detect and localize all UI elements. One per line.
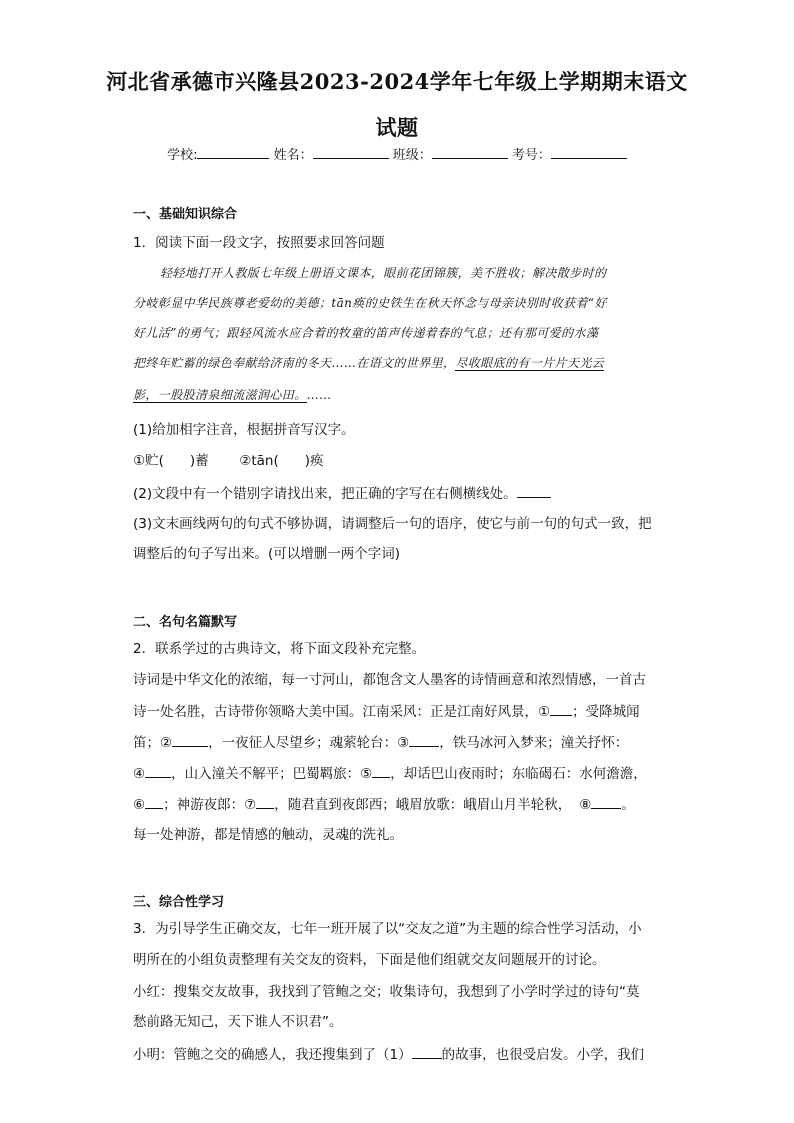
- passage-text: 把终年贮蓄的绿色奉献给济南的冬天……在语文的世界里，: [133, 356, 456, 370]
- class-label: 班级：: [392, 148, 432, 163]
- question-2-line-4: ④ ，山入潼关不解平；巴蜀羁旅：⑤ ，却话巴山夜雨时；东临碣石：水何澹澹，: [133, 766, 647, 782]
- question-2-line-6: 每一处神游，都是情感的触动，灵魂的洗礼。: [133, 827, 403, 843]
- question-2-line-3: 笛；② ，一夜征人尽望乡；魂萦轮台：③ ，铁马冰河入梦来；潼关抒怀：: [133, 735, 629, 751]
- item-a-start: ①贮(: [133, 453, 164, 469]
- underlined-sentence: 尽收眼底的有一片片天光云: [455, 356, 605, 370]
- question-2-line-2: 诗一处名胜，古诗带你领略大美中国。江南采风：正是江南好风景，① ；受降城闻: [133, 704, 640, 720]
- item-a-end: )蓄: [189, 453, 209, 469]
- passage-ellipsis: ……: [306, 388, 332, 402]
- name-label: 姓名：: [273, 148, 313, 163]
- xiaoming-line: 小明：管鲍之交的确感人，我还搜集到了（1） 的故事，也很受启发。小学，我们: [133, 1047, 645, 1063]
- passage-line-5: [133, 386, 331, 404]
- question-1-1: (1)给加相字注音，根据拼音写汉字。: [133, 422, 355, 438]
- xiaohong-line-1: 小红：搜集交友故事，我找到了管鲍之交；收集诗句，我想到了小学时学过的诗句“莫: [133, 984, 640, 1000]
- number-label: 考号：: [511, 148, 551, 163]
- question-2-line-5: ⑥ ；神游夜郎：⑦ ，随君直到夜郎西；峨眉放歌：峨眉山月半轮秋， ⑧ 。: [133, 797, 635, 813]
- answer-blank[interactable]: [517, 484, 551, 498]
- question-1-3-line-1: (3)文末画线两句的句式不够协调，请调整后一句的语序，使它与前一句的句式一致，把: [133, 516, 652, 532]
- answer-blank-8[interactable]: [591, 795, 621, 809]
- question-1-1-items: [133, 452, 324, 470]
- answer-blank-2[interactable]: [172, 733, 208, 747]
- question-2-stem: 2．联系学过的古典诗文，将下面文段补充完整。: [133, 641, 426, 657]
- school-field[interactable]: [197, 146, 269, 159]
- number-field[interactable]: [551, 146, 627, 159]
- passage-line-3: 好儿活”的勇气；跟轻风流水应合着的牧童的笛声传递着春的气息；还有那可爱的水藻: [133, 326, 599, 340]
- page-title: 河北省承德市兴隆县2023-2024学年七年级上学期期末语文: [106, 69, 688, 94]
- section-heading-1: 一、基础知识综合: [133, 207, 238, 222]
- school-label: 学校:: [167, 148, 198, 163]
- item-b-end: )痪: [304, 453, 324, 469]
- student-info-row: [0, 144, 794, 163]
- question-2-line-1: 诗词是中华文化的浓缩，每一寸河山，都饱含文人墨客的诗情画意和浓烈情感，一首古: [133, 672, 646, 688]
- passage-line-2: 分岐彰显中华民族尊老爱幼的美德；tān痪的史铁生在秋天怀念与母亲诀别时收获着“好: [133, 296, 607, 310]
- section-heading-3: 三、综合性学习: [133, 895, 225, 910]
- passage-line-4: [133, 354, 604, 372]
- xiaohong-line-2: 愁前路无知己，天下谁人不识君”。: [133, 1014, 343, 1030]
- answer-blank-7[interactable]: [256, 795, 274, 809]
- item-b-start: ②tān(: [239, 453, 279, 469]
- answer-blank-3-1[interactable]: [412, 1045, 442, 1059]
- passage-line-1: 轻轻地打开人教版七年级上册语文课本，眼前花团锦簇，美不胜收；解决散步时的: [160, 266, 607, 280]
- answer-blank-6[interactable]: [145, 795, 163, 809]
- answer-blank-5[interactable]: [372, 764, 390, 778]
- page-title-continued: 试题: [375, 115, 419, 140]
- section-heading-2: 二、名句名篇默写: [133, 615, 238, 630]
- answer-blank-4[interactable]: [145, 764, 171, 778]
- question-3-line-1: 3．为引导学生正确交友，七年一班开展了以“交友之道”为主题的综合性学习活动，小: [133, 921, 642, 937]
- underlined-sentence-end: 影，一股股清泉细流滋润心田。: [133, 388, 307, 402]
- answer-blank-3[interactable]: [409, 733, 439, 747]
- class-field[interactable]: [432, 146, 508, 159]
- name-field[interactable]: [313, 146, 389, 159]
- answer-blank-1[interactable]: [550, 702, 572, 716]
- question-1-stem: 1．阅读下面一段文字，按照要求回答问题: [133, 235, 385, 251]
- question-1-3-line-2: 调整后的句子写出来。(可以增删一两个字词): [133, 546, 401, 562]
- question-3-line-2: 明所在的小组负责整理有关交友的资料，下面是他们组就交友问题展开的讨论。: [133, 952, 606, 968]
- question-1-2: (2)文段中有一个错别字请找出来，把正确的字写在右侧横线处。: [133, 484, 551, 503]
